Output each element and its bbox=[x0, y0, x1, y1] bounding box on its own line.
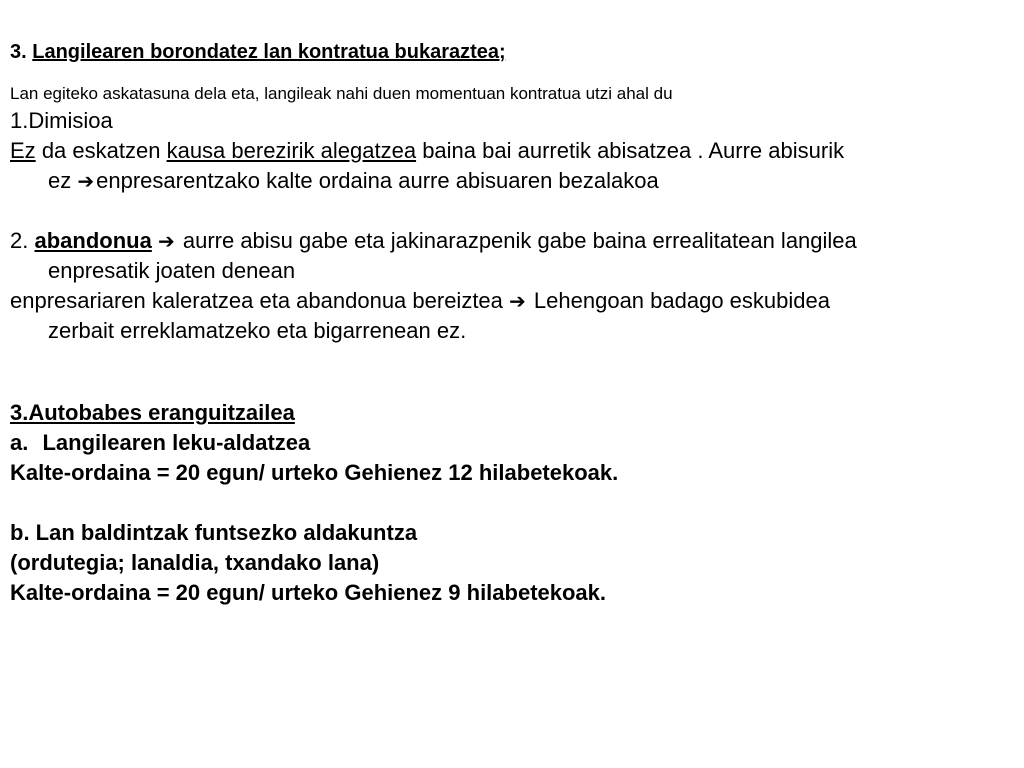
abandonua-line-1 bbox=[10, 226, 1014, 256]
dimisioa-text-a: da eskatzen bbox=[41, 138, 161, 163]
slide-content bbox=[10, 38, 1014, 608]
abandonua-text-3a: enpresariaren kaleratzea eta abandonua bereiztea bbox=[10, 288, 503, 313]
abandonua-number: 2. bbox=[10, 228, 29, 253]
abandonua-line-3 bbox=[10, 286, 1014, 316]
dimisioa-paragraph-line-1 bbox=[10, 136, 1014, 166]
abandonua-term: abandonua bbox=[34, 228, 152, 253]
ez-word: Ez bbox=[10, 138, 36, 163]
arrow-right-icon: ➔ bbox=[77, 171, 95, 193]
item-b-label: b. Lan baldintzak funtsezko aldakuntza bbox=[10, 520, 418, 545]
intro-text: Lan egiteko askatasuna dela eta, langileak nahi duen momentuan kontratua utzi ahal du bbox=[10, 84, 673, 103]
abandonua-text-3b: Lehengoan badago eskubidea bbox=[533, 288, 830, 313]
section-3-heading bbox=[10, 38, 1014, 66]
arrow-right-icon: ➔ bbox=[509, 291, 526, 313]
dimisioa-heading: 1.Dimisioa bbox=[10, 108, 113, 133]
dimisioa-ez: ez bbox=[48, 168, 72, 193]
dimisioa-paragraph-line-2 bbox=[10, 166, 1014, 196]
abandonua-line-4: zerbait erreklamatzeko eta bigarrenean ez. bbox=[48, 318, 467, 343]
section-3-title: Langilearen borondatez lan kontratua bukaraztea; bbox=[32, 41, 506, 63]
item-a-marker: a. bbox=[10, 430, 29, 455]
item-a bbox=[10, 428, 1014, 458]
item-b-compensation: Kalte-ordaina = 20 egun/ urteko Gehienez 9 hilabetekoak. bbox=[10, 580, 607, 605]
section-3-number: 3. bbox=[10, 41, 27, 63]
dimisioa-underlined-text: kausa berezirik alegatzea bbox=[166, 138, 417, 163]
dimisioa-consequence: enpresarentzako kalte ordaina aurre abisuaren bezalakoa bbox=[96, 168, 659, 193]
arrow-right-icon: ➔ bbox=[157, 231, 175, 253]
item-a-compensation: Kalte-ordaina = 20 egun/ urteko Gehienez 12 hilabetekoak. bbox=[10, 460, 619, 485]
abandonua-text-1: aurre abisu gabe eta jakinarazpenik gabe baina errealitatean langilea bbox=[182, 228, 857, 253]
item-a-label: Langilearen leku-aldatzea bbox=[42, 430, 311, 455]
dimisioa-text-b: baina bai aurretik abisatzea . Aurre abisurik bbox=[422, 138, 845, 163]
item-b-detail: (ordutegia; lanaldia, txandako lana) bbox=[10, 550, 380, 575]
abandonua-line-2: enpresatik joaten denean bbox=[48, 258, 296, 283]
autobabes-title: 3.Autobabes eranguitzailea bbox=[10, 400, 295, 425]
